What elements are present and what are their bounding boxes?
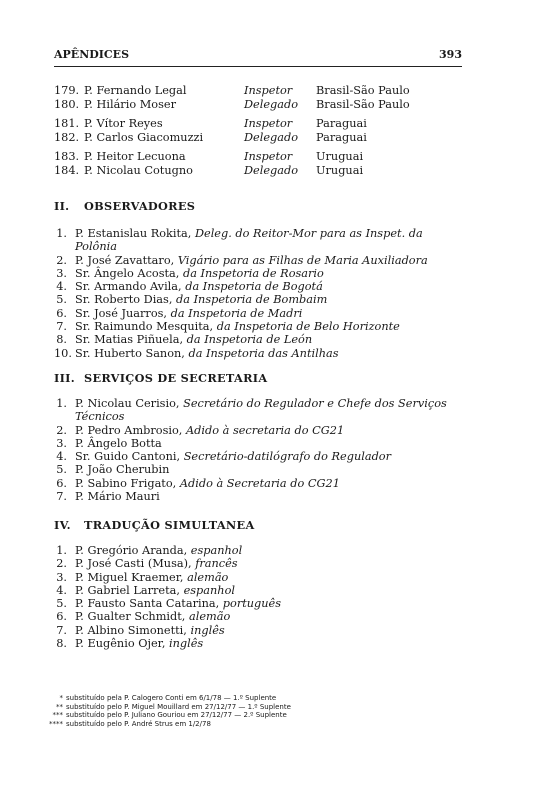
item-number: 3. — [56, 266, 67, 280]
observers-list — [54, 227, 464, 360]
secretariat-list — [54, 397, 464, 503]
footnote-mark: * — [59, 694, 63, 702]
footnote-text: substituído pelo P. André Strus em 1/2/78 — [66, 719, 211, 728]
item-number: 3. — [56, 570, 67, 584]
delegate-role: Inspetor — [244, 84, 293, 97]
list-item — [54, 437, 464, 450]
item-name: P. Gualter Schmidt, — [75, 610, 186, 624]
delegate-group — [54, 150, 462, 177]
item-description: francês — [195, 557, 238, 571]
delegate-province: Brasil-São Paulo — [316, 84, 410, 97]
footnote — [54, 711, 474, 720]
list-item — [54, 347, 464, 360]
item-name: Sr. Roberto Dias, — [75, 293, 173, 307]
item-description: da Inspetoria de Bogotá — [185, 280, 323, 294]
section-roman-numeral: II. — [54, 199, 70, 213]
delegate-name: P. Hilário Moser — [84, 97, 176, 111]
footnote — [54, 703, 474, 712]
item-name: P. Gabriel Larreta, — [75, 583, 180, 597]
item-number: 10. — [54, 346, 72, 360]
list-item — [54, 424, 464, 437]
item-description: alemão — [188, 610, 231, 624]
list-item — [54, 597, 464, 610]
delegate-province: Paraguai — [316, 130, 367, 144]
item-number: 7. — [56, 623, 67, 637]
delegate-number: 181. — [54, 117, 80, 131]
item-name: P. Nicolau Cerisio, — [75, 397, 180, 410]
item-name: Sr. Ângelo Acosta, — [75, 266, 180, 280]
page-number: 393 — [439, 48, 462, 61]
item-number: 2. — [56, 253, 67, 267]
footnote-text: substituído pelo P. Miguel Mouillard em 27/12/77 — 1.º Suplente — [66, 702, 291, 711]
section-roman-numeral: III. — [54, 371, 75, 385]
delegate-number: 182. — [54, 130, 80, 144]
delegate-name: P. Vítor Reyes — [84, 117, 163, 131]
list-item — [54, 557, 464, 570]
list-item — [54, 397, 464, 424]
item-name: P. Gregório Aranda, — [75, 544, 188, 557]
item-description: da Inspetoria de Madri — [170, 306, 303, 320]
item-name: P. Miguel Kraemer, — [75, 570, 184, 584]
list-item — [54, 280, 464, 293]
item-description: Secretário-datilógrafo do Regulador — [183, 450, 392, 464]
delegate-row — [54, 98, 462, 112]
header-rule — [54, 66, 462, 67]
item-description: Adido à Secretaria do CG21 — [179, 476, 340, 490]
item-description: inglês — [190, 623, 225, 637]
delegate-row — [54, 150, 462, 164]
list-item — [54, 624, 464, 637]
item-description: alemão — [187, 570, 229, 584]
list-item — [54, 450, 464, 463]
list-item — [54, 571, 464, 584]
running-header — [54, 48, 462, 61]
item-description: Deleg. do Reitor-Mor para as Inspet. da Polônia — [75, 227, 423, 254]
item-description: Adido à secretaria do CG21 — [186, 423, 345, 437]
footnote-text: substituído pela P. Calogero Conti em 6/1/78 — 1.º Suplente — [66, 694, 277, 702]
item-name: Sr. Matias Piñuela, — [75, 333, 184, 347]
item-name: P. Mário Mauri — [75, 490, 160, 504]
section-heading-secretaria — [54, 371, 267, 385]
delegate-row — [54, 117, 462, 131]
delegate-role: Delegado — [244, 130, 299, 144]
list-item — [54, 333, 464, 346]
list-item — [54, 637, 464, 650]
item-number: 8. — [56, 333, 67, 347]
item-number: 7. — [56, 320, 67, 334]
delegate-name: P. Fernando Legal — [84, 84, 187, 97]
item-number: 5. — [56, 293, 67, 307]
delegates-table — [54, 84, 462, 184]
list-item — [54, 227, 464, 254]
section-title: OBSERVADORES — [84, 199, 196, 213]
item-number: 5. — [56, 463, 67, 477]
item-name: P. Albino Simonetti, — [75, 623, 187, 637]
item-description: da Inspetoria de Rosario — [182, 266, 324, 280]
delegate-name: P. Heitor Lecuona — [84, 150, 186, 164]
item-name: Sr. José Juarros, — [75, 306, 168, 320]
delegate-name: P. Nicolau Cotugno — [84, 163, 193, 177]
item-number: 3. — [56, 436, 67, 450]
item-description: Secretário do Regulador e Chefe dos Serviços Técnicos — [75, 397, 447, 424]
delegate-role: Inspetor — [244, 117, 293, 131]
delegate-province: Uruguai — [316, 163, 364, 177]
item-name: P. Pedro Ambrosio, — [75, 423, 183, 437]
item-description: da Inspetoria das Antilhas — [188, 346, 339, 360]
section-title: SERVIÇOS DE SECRETARIA — [84, 371, 268, 385]
delegate-number: 179. — [54, 84, 80, 97]
item-number: 6. — [56, 476, 67, 490]
footnote-mark: ** — [56, 702, 63, 711]
delegate-name: P. Carlos Giacomuzzi — [84, 130, 204, 144]
footnote — [49, 719, 474, 729]
item-number: 2. — [56, 423, 67, 437]
item-description: espanhol — [190, 544, 243, 557]
delegate-province: Uruguai — [316, 150, 364, 164]
item-number: 8. — [56, 637, 67, 651]
item-name: P. Sabino Frigato, — [75, 476, 177, 490]
section-heading-observadores — [54, 199, 195, 213]
item-name: P. Eugênio Ojer, — [75, 637, 166, 651]
list-item — [54, 254, 464, 267]
item-name: Sr. Huberto Sanon, — [75, 346, 185, 360]
item-number: 6. — [56, 610, 67, 624]
footnote-mark: **** — [49, 719, 63, 728]
item-name: P. José Zavattaro, — [75, 253, 175, 267]
item-description: da Inspetoria de Belo Horizonte — [216, 320, 400, 334]
footnote-text: substituído pelo P. Juliano Gouriou em 27/12/77 — 2.º Suplente — [66, 711, 287, 720]
list-item — [54, 610, 464, 623]
list-item — [54, 320, 464, 333]
item-name: Sr. Armando Avila, — [75, 280, 182, 294]
list-item — [54, 307, 464, 320]
item-description: da Inspetoria de León — [186, 333, 313, 347]
item-description: português — [222, 597, 282, 611]
delegate-province: Paraguai — [316, 117, 367, 131]
delegate-province: Brasil-São Paulo — [316, 97, 410, 111]
item-number: 7. — [56, 490, 67, 504]
section-heading-traducao — [54, 518, 255, 532]
delegate-number: 183. — [54, 150, 80, 164]
item-description: espanhol — [183, 583, 235, 597]
item-number: 5. — [56, 597, 67, 611]
item-name: P. Ângelo Botta — [75, 436, 162, 450]
section-roman-numeral: IV. — [54, 518, 71, 532]
list-item — [54, 267, 464, 280]
delegate-role: Inspetor — [244, 150, 293, 164]
item-description: da Inspetoria de Bombaim — [176, 293, 328, 307]
item-number: 4. — [56, 450, 67, 464]
list-item — [54, 584, 464, 597]
delegate-row — [54, 84, 462, 98]
item-name: Sr. Guido Cantoni, — [75, 450, 181, 464]
translation-list — [54, 544, 464, 650]
list-item — [54, 490, 464, 503]
item-number: 4. — [56, 583, 67, 597]
item-description: Vigário para as Filhas de Maria Auxiliadora — [177, 253, 428, 267]
footnotes — [49, 694, 474, 728]
item-name: P. Fausto Santa Catarina, — [75, 597, 220, 611]
item-number: 2. — [56, 557, 67, 571]
item-number: 1. — [56, 227, 67, 240]
list-item — [54, 463, 464, 476]
item-name: P. João Cherubin — [75, 463, 170, 477]
delegate-number: 184. — [54, 163, 80, 177]
item-number: 4. — [56, 280, 67, 294]
footnote — [54, 694, 474, 703]
delegate-role: Delegado — [244, 97, 299, 111]
item-number: 6. — [56, 306, 67, 320]
delegate-number: 180. — [54, 97, 80, 111]
delegate-role: Delegado — [244, 163, 299, 177]
footnote-mark: *** — [52, 711, 63, 720]
delegate-row — [54, 164, 462, 178]
item-description: inglês — [169, 637, 204, 651]
section-title: TRADUÇÃO SIMULTANEA — [84, 518, 255, 532]
list-item — [54, 293, 464, 306]
item-number: 1. — [56, 397, 67, 410]
item-number: 1. — [56, 544, 67, 557]
delegate-group — [54, 117, 462, 144]
list-item — [54, 477, 464, 490]
item-name: P. Estanislau Rokita, — [75, 227, 192, 240]
item-name: P. José Casti (Musa), — [75, 557, 192, 571]
list-item — [54, 544, 464, 557]
delegate-row — [54, 131, 462, 145]
delegate-group — [54, 84, 462, 111]
header-title: APÊNDICES — [54, 48, 130, 61]
item-name: Sr. Raimundo Mesquita, — [75, 320, 214, 334]
